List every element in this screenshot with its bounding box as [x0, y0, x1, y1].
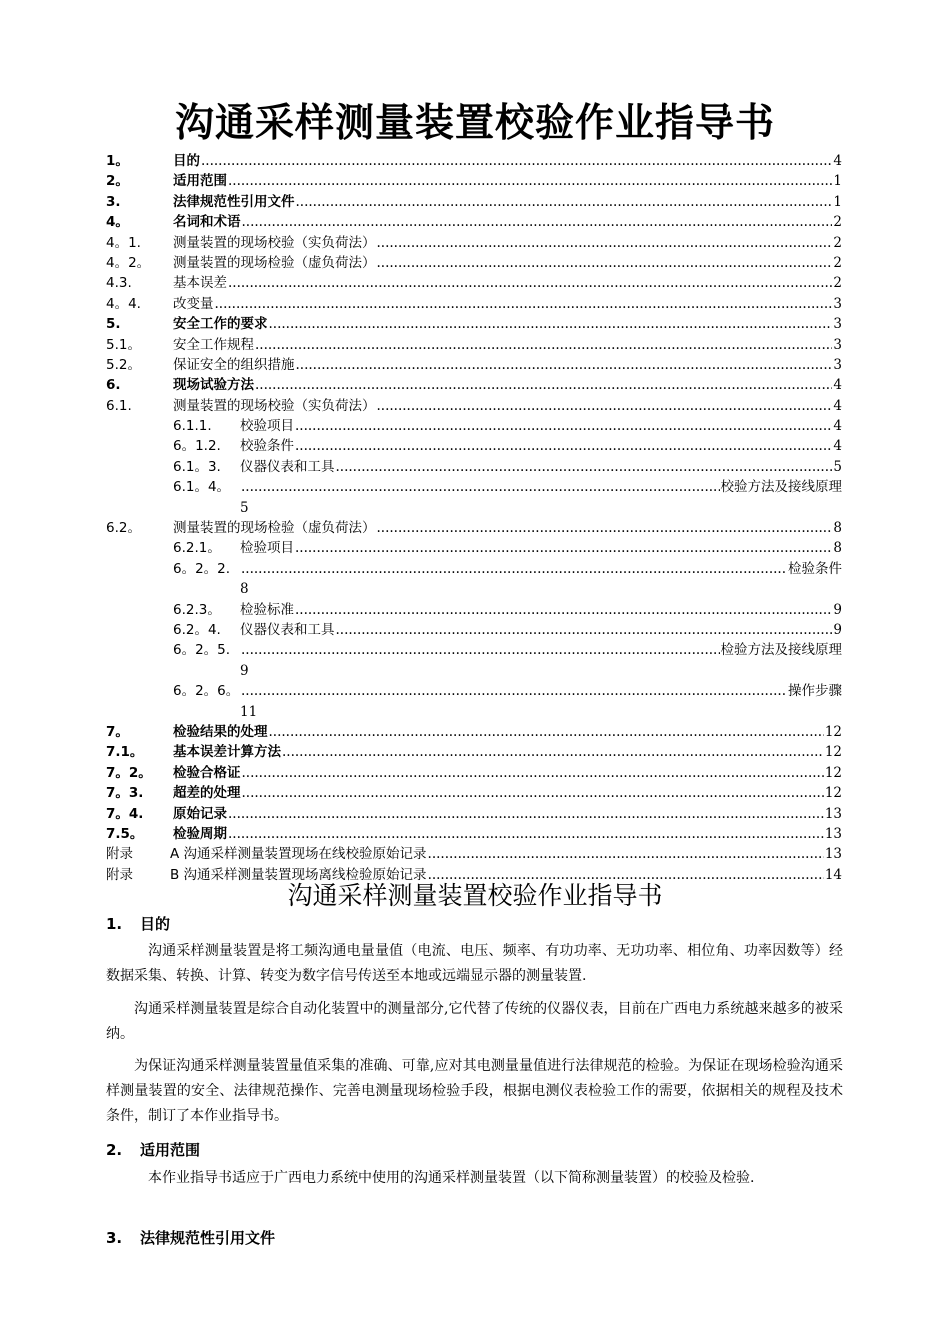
toc-entry-label: 法律规范性引用文件	[173, 193, 295, 210]
toc-entry-label: A 沟通采样测量装置现场在线校验原始记录	[170, 846, 427, 863]
toc-entry-number: 6。2。2.	[173, 560, 231, 577]
toc-entry[interactable]	[106, 396, 842, 416]
toc-entry-page: 8	[833, 520, 842, 537]
toc-entry[interactable]	[106, 559, 842, 600]
toc-entry-page: 3	[833, 295, 842, 312]
paragraph: 沟通采样测量装置是综合自动化装置中的测量部分,它代替了传统的仪器仪表，目前在广西电力系统越来越多的被采纳。	[106, 1001, 843, 1042]
toc-entry-page: 2	[833, 275, 842, 292]
body-title: 沟通采样测量装置校验作业指导书	[287, 881, 663, 910]
toc-leader-dots	[269, 722, 824, 742]
toc-entry-label: 基本误差计算方法	[173, 744, 281, 761]
toc-entry-page: 2	[833, 254, 842, 271]
toc-entry-label: 名词和术语	[173, 214, 241, 231]
toc-leader-dots	[201, 151, 832, 171]
paragraph: 本作业指导书适应于广西电力系统中使用的沟通采样测量装置（以下简称测量装置）的校验及检验.	[148, 1170, 755, 1186]
toc-entry-page: 9	[833, 622, 842, 639]
toc-entry-page: 13	[824, 805, 842, 822]
toc-leader-dots	[336, 620, 833, 640]
toc-entry-number: 7.5。	[106, 825, 144, 842]
toc-entry-page: 9	[833, 601, 842, 618]
toc-entry-page: 4	[833, 397, 842, 414]
toc-leader-dots	[295, 600, 832, 620]
toc-entry-page: 4	[833, 377, 842, 394]
section-title: 适用范围	[140, 1141, 201, 1159]
toc-leader-dots	[228, 804, 824, 824]
toc-entry-number: 附录	[106, 846, 133, 863]
toc-leader-dots	[296, 355, 833, 375]
toc-entry[interactable]	[106, 824, 842, 844]
toc-entry-page: 14	[824, 866, 842, 883]
toc-entry-page: 2	[833, 214, 842, 231]
toc-entry-page: 12	[824, 785, 842, 802]
toc-entry-label: 安全工作的要求	[173, 316, 268, 333]
toc-leader-dots	[377, 253, 833, 273]
toc-entry[interactable]	[106, 620, 842, 640]
toc-entry[interactable]	[106, 253, 842, 273]
toc-leader-dots	[228, 273, 832, 293]
toc-entry-number: 6.2。	[106, 520, 141, 537]
toc-leader-dots	[228, 171, 832, 191]
toc-entry[interactable]	[106, 416, 842, 436]
toc-leader-dots	[377, 233, 833, 253]
toc-entry-number: 6。2。6。	[173, 683, 240, 700]
toc-entry[interactable]	[106, 151, 842, 171]
toc-entry[interactable]	[106, 436, 842, 456]
toc-entry-number: 6.1.1.	[173, 418, 212, 435]
section-heading-3	[106, 1227, 275, 1248]
toc-entry-page: 2	[833, 234, 842, 251]
toc-leader-dots	[242, 212, 833, 232]
section-number: 1.	[106, 915, 123, 933]
toc-leader-dots	[255, 375, 832, 395]
toc-entry-number: 3.	[106, 193, 121, 210]
toc-entry-label: 基本误差	[173, 275, 227, 292]
toc-entry-label: 现场试验方法	[173, 377, 254, 394]
toc-entry-number: 4。4.	[106, 295, 141, 312]
toc-entry-page: 5	[833, 458, 842, 475]
toc-entry-number: 5.1。	[106, 336, 141, 353]
toc-entry-label: 测量装置的现场校验（实负荷法）	[173, 234, 376, 251]
toc-entry[interactable]	[106, 375, 842, 395]
toc-entry-number: 6。1.2.	[173, 438, 221, 455]
toc-entry-label: 检验周期	[173, 825, 227, 842]
toc-entry-page: 5	[240, 499, 249, 516]
toc-entry-number: 7。	[106, 724, 129, 740]
toc-entry-label: 超差的处理	[173, 785, 241, 802]
toc-entry-label: 改变量	[173, 295, 214, 312]
toc-entry-label: 测量装置的现场检验（虚负荷法）	[173, 254, 376, 271]
table-of-contents	[106, 151, 842, 885]
paragraph: 为保证沟通采样测量装置量值采集的准确、可靠,应对其电测量量值进行法律规范的检验。为保证在现场检验沟通采样测量装置的安全、法律规范操作、完善电测量现场检验手段，根据电测仪表检验工作的需要，依据相关的规程及技术条件，制订了本作业指导书。	[106, 1058, 843, 1124]
toc-entry-number: 6.2。4.	[173, 622, 221, 639]
toc-entry[interactable]	[106, 212, 842, 232]
section-title: 目的	[140, 915, 171, 933]
toc-entry-page: 12	[824, 744, 842, 761]
toc-entry-number: 5.	[106, 316, 121, 333]
toc-entry-label: 操作步骤	[788, 683, 842, 700]
toc-entry-page: 1	[833, 193, 842, 210]
toc-entry[interactable]	[106, 335, 842, 355]
toc-entry-label: 测量装置的现场检验（虚负荷法）	[173, 520, 376, 537]
toc-entry-label: 适用范围	[173, 173, 227, 190]
toc-entry-label: 校验条件	[240, 438, 294, 455]
toc-leader-dots	[295, 436, 832, 456]
toc-leader-dots	[296, 192, 833, 212]
toc-entry-label: 检验标准	[240, 601, 294, 618]
toc-leader-dots	[255, 335, 832, 355]
toc-entry[interactable]	[106, 844, 842, 864]
toc-entry-page: 3	[833, 336, 842, 353]
toc-entry-page: 4	[833, 153, 842, 169]
toc-leader-dots	[215, 294, 833, 314]
toc-entry-page: 3	[833, 316, 842, 333]
section-heading-1	[106, 913, 170, 934]
toc-entry-page: 8	[240, 581, 249, 598]
toc-entry-page: 9	[240, 662, 249, 679]
toc-entry[interactable]	[106, 600, 842, 620]
toc-entry[interactable]	[106, 681, 842, 722]
toc-entry[interactable]	[106, 538, 842, 558]
toc-leader-dots	[241, 681, 787, 701]
toc-entry-label: 检验方法及接线原理	[720, 642, 842, 659]
paragraph: 沟通采样测量装置是将工频沟通电量量值（电流、电压、频率、有功功率、无功功率、相位角、功率因数等）经数据采集、转换、计算、转变为数字信号传送至本地或远端显示器的测量装置.	[106, 943, 843, 984]
toc-entry-number: 6.2.3。	[173, 601, 221, 618]
toc-entry[interactable]	[106, 355, 842, 375]
toc-entry[interactable]	[106, 233, 842, 253]
document-title: 沟通采样测量装置校验作业指导书	[174, 101, 775, 146]
toc-entry-page: 12	[824, 764, 842, 781]
toc-leader-dots	[242, 763, 824, 783]
toc-entry-page: 12	[824, 724, 842, 740]
toc-entry-label: 检验项目	[240, 540, 294, 557]
toc-entry-number: 6.1.	[106, 397, 132, 414]
toc-entry-number: 4.3.	[106, 275, 132, 292]
toc-leader-dots	[295, 538, 832, 558]
toc-entry-number: 4。1.	[106, 234, 141, 251]
toc-entry-number: 6.	[106, 377, 121, 394]
toc-leader-dots	[377, 518, 833, 538]
toc-entry-label: 检验结果的处理	[173, 724, 268, 740]
toc-leader-dots	[269, 314, 833, 334]
toc-entry-label: 仪器仪表和工具	[240, 458, 335, 475]
toc-leader-dots	[241, 559, 787, 579]
toc-entry-number: 7。4.	[106, 805, 144, 822]
toc-entry-number: 6.1。4。	[173, 479, 231, 496]
toc-leader-dots	[241, 477, 720, 497]
toc-leader-dots	[242, 783, 824, 803]
section-title: 法律规范性引用文件	[140, 1229, 276, 1247]
toc-leader-dots	[282, 742, 824, 762]
toc-entry[interactable]	[106, 518, 842, 538]
toc-entry-label: 仪器仪表和工具	[240, 622, 335, 639]
toc-entry-page: 8	[833, 540, 842, 557]
toc-entry[interactable]	[106, 314, 842, 334]
toc-entry-label: 检验条件	[788, 560, 842, 577]
toc-entry-number: 5.2。	[106, 356, 141, 373]
toc-entry-number: 6.1。3.	[173, 458, 221, 475]
toc-leader-dots	[295, 416, 832, 436]
toc-entry[interactable]	[106, 640, 842, 681]
toc-entry-number: 6。2。5.	[173, 642, 231, 659]
toc-entry-label: 测量装置的现场校验（实负荷法）	[173, 397, 376, 414]
toc-entry-page: 13	[824, 825, 842, 842]
toc-leader-dots	[336, 457, 833, 477]
toc-entry[interactable]	[106, 783, 842, 803]
toc-leader-dots	[377, 396, 833, 416]
toc-entry-page: 11	[240, 703, 258, 720]
toc-entry[interactable]	[106, 804, 842, 824]
toc-entry-page: 4	[833, 418, 842, 435]
toc-entry-number: 2。	[106, 173, 129, 190]
toc-entry-label: 安全工作规程	[173, 336, 254, 353]
toc-entry[interactable]	[106, 742, 842, 762]
toc-entry-label: 目的	[173, 153, 200, 169]
toc-entry-page: 4	[833, 438, 842, 455]
toc-entry-label: 检验合格证	[173, 764, 241, 781]
toc-leader-dots	[241, 640, 720, 660]
toc-entry-number: 6.2.1。	[173, 540, 221, 557]
toc-leader-dots	[228, 824, 824, 844]
toc-entry-number: 1。	[106, 153, 129, 169]
section-number: 3.	[106, 1229, 123, 1247]
toc-entry-number: 附录	[106, 866, 133, 883]
toc-entry-number: 4。	[106, 214, 129, 231]
toc-entry[interactable]	[106, 477, 842, 518]
toc-entry[interactable]	[106, 457, 842, 477]
toc-entry-number: 7。3.	[106, 785, 144, 802]
toc-entry-number: 7.1。	[106, 744, 144, 761]
toc-entry[interactable]	[106, 722, 842, 742]
toc-entry-label: 校验项目	[240, 418, 294, 435]
toc-entry-page: 13	[824, 846, 842, 863]
toc-entry[interactable]	[106, 171, 842, 191]
toc-leader-dots	[428, 844, 824, 864]
toc-entry-number: 4。2。	[106, 254, 151, 271]
toc-entry-number: 7。2。	[106, 764, 152, 781]
toc-entry[interactable]	[106, 192, 842, 212]
toc-entry-label: 校验方法及接线原理	[720, 479, 842, 496]
toc-entry-page: 3	[833, 356, 842, 373]
toc-entry[interactable]	[106, 763, 842, 783]
toc-entry-label: 原始记录	[173, 805, 227, 822]
toc-entry-label: B 沟通采样测量装置现场离线检验原始记录	[170, 866, 427, 883]
toc-entry[interactable]	[106, 273, 842, 293]
section-number: 2.	[106, 1141, 123, 1159]
toc-entry-page: 1	[833, 173, 842, 190]
section-heading-2	[106, 1139, 200, 1160]
toc-entry-label: 保证安全的组织措施	[173, 356, 295, 373]
toc-entry[interactable]	[106, 294, 842, 314]
